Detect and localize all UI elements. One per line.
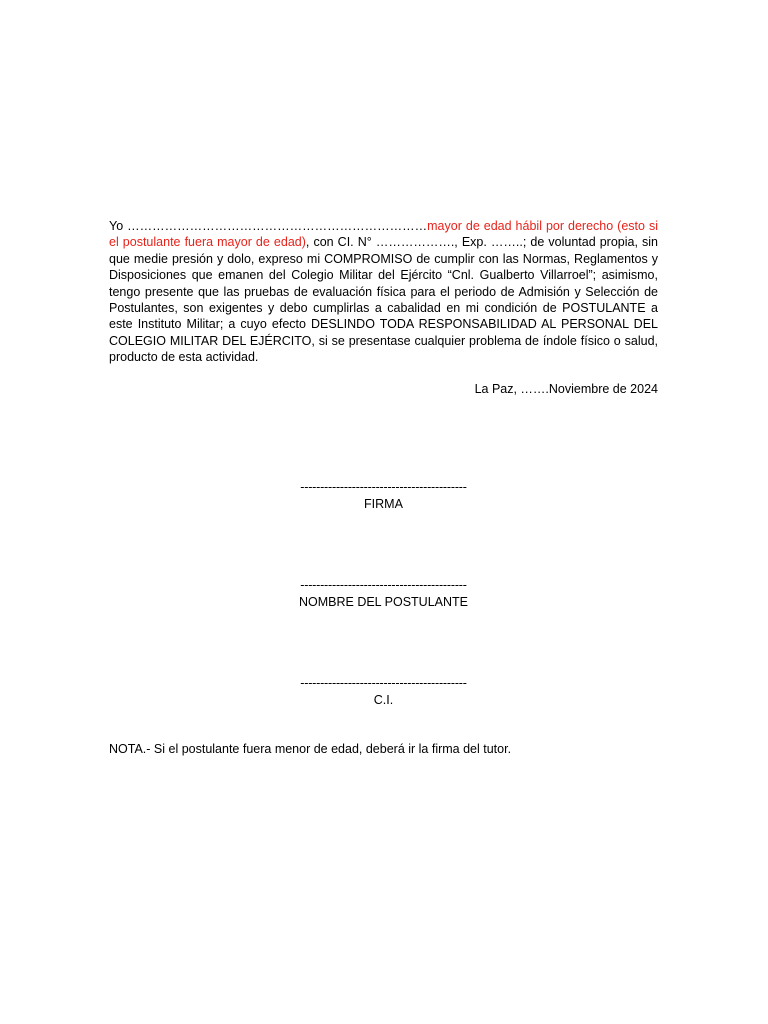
note-text: NOTA.- Si el postulante fuera menor de edad, deberá ir la firma del tutor.	[109, 742, 512, 756]
paragraph-red-note: mayor de edad hábil por derecho (esto si el postulante fuera mayor de edad)	[109, 219, 658, 250]
signature-label-ci: C.I.	[373, 693, 394, 707]
signature-label-nombre: NOMBRE DEL POSTULANTE	[298, 595, 468, 609]
commitment-paragraph	[109, 218, 658, 366]
signature-block-nombre	[109, 577, 658, 611]
paragraph-opening: Yo ………………………………………………………………	[109, 219, 428, 233]
signature-line: ------------------------------------------	[300, 480, 467, 494]
signature-block-firma	[109, 479, 658, 513]
date-line: La Paz, …….Noviembre de 2024	[474, 382, 658, 396]
signature-line: ------------------------------------------	[300, 676, 467, 690]
signature-label-firma: FIRMA	[364, 497, 403, 511]
signature-line: ------------------------------------------	[300, 578, 467, 592]
signature-block-ci	[109, 675, 658, 709]
paragraph-body: , con CI. N° ………………., Exp. ……..; de voluntad propia, sin que medie presión y dolo, expreso mi COMPROMISO de cumplir con las Normas, Reglamentos y Disposiciones que emanen del Colegio Militar del Ejército “Cnl. Gualberto Villarroel”; asimismo, tengo presente que las pruebas de evaluación física para el periodo de Admisión y Selección de Postulantes, son exigentes y debo cumplirlas a cabalidad en mi condición de POSTULANTE a este Instituto Militar; a cuyo efecto DESLINDO TODA RESPONSABILIDAD AL PERSONAL DEL COLEGIO MILITAR DEL EJÉRCITO, si se presentase cualquier problema de índole físico o salud, producto de esta actividad.	[109, 235, 659, 365]
